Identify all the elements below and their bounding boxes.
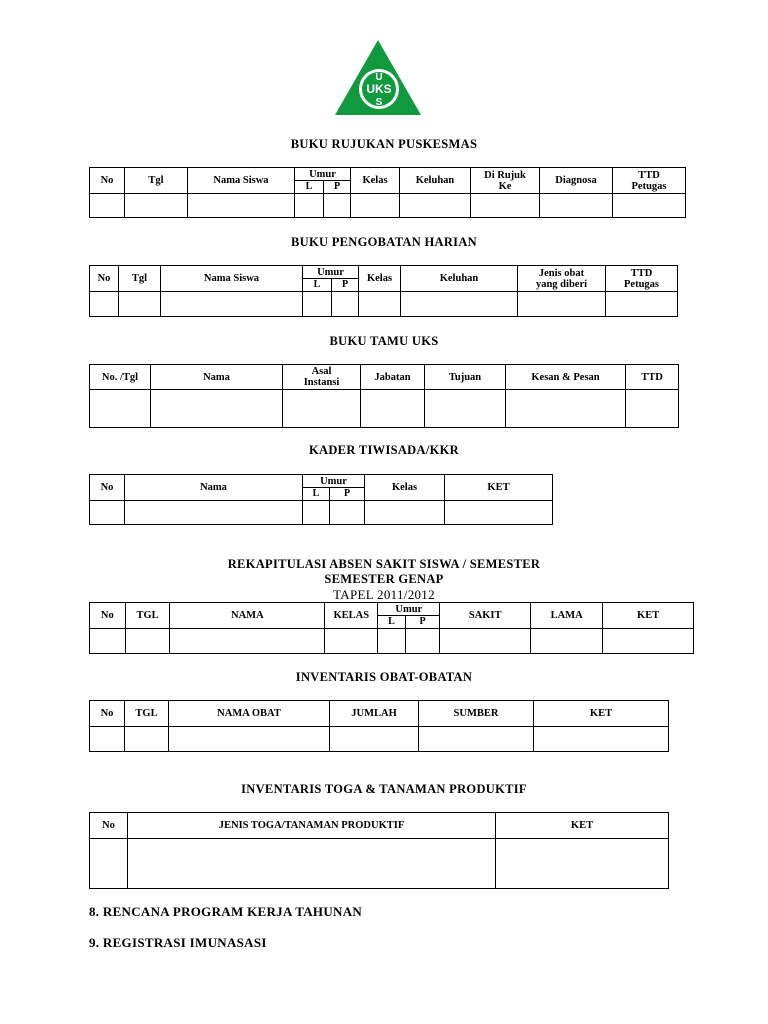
col-keluhan: Keluhan [401, 266, 518, 292]
logo-letter-s: S [375, 97, 383, 108]
title-buku-rujukan: BUKU RUJUKAN PUSKESMAS [290, 137, 478, 151]
col-umur: Umur [303, 266, 359, 279]
col-umur-l: L [303, 279, 332, 292]
col-umur: Umur [378, 603, 440, 616]
table-row [90, 292, 678, 317]
title-tapel: TAPEL 2011/2012 [333, 587, 435, 602]
col-nama: NAMA [170, 603, 325, 629]
col-no: No [90, 266, 119, 292]
table-buku-pengobatan [89, 265, 678, 317]
col-ttd: TTD [626, 365, 679, 390]
title-buku-tamu: BUKU TAMU UKS [329, 334, 439, 348]
title-semester-genap: SEMESTER GENAP [324, 572, 444, 586]
col-jenis-obat: Jenis obat yang diberi [518, 266, 606, 292]
col-umur-p: P [324, 181, 351, 194]
col-no: No [90, 168, 125, 194]
table-inventaris-obat [89, 700, 669, 752]
col-jumlah: JUMLAH [330, 701, 419, 727]
col-no: No [90, 813, 128, 839]
title-inventaris-obat: INVENTARIS OBAT-OBATAN [295, 670, 473, 684]
col-jabatan: Jabatan [361, 365, 425, 390]
col-ket: KET [534, 701, 669, 727]
col-sumber: SUMBER [419, 701, 534, 727]
col-umur-p: P [405, 616, 440, 629]
col-umur-p: P [330, 488, 365, 501]
col-kelas: Kelas [359, 266, 401, 292]
col-asal-instansi: Asal Instansi [283, 365, 361, 390]
col-ttd-petugas: TTD Petugas [606, 266, 678, 292]
uks-logo [333, 38, 423, 118]
col-nama: Nama [125, 475, 303, 501]
logo-letter-u: U [375, 72, 383, 83]
col-no: No [90, 603, 126, 629]
col-kelas: KELAS [325, 603, 378, 629]
col-tgl: Tgl [119, 266, 161, 292]
table-buku-rujukan [89, 167, 686, 218]
col-tgl: Tgl [125, 168, 188, 194]
col-umur: Umur [303, 475, 365, 488]
col-tgl: TGL [125, 603, 170, 629]
col-ket: KET [445, 475, 553, 501]
title-rekapitulasi: REKAPITULASI ABSEN SAKIT SISWA / SEMESTER [227, 557, 541, 571]
col-umur-l: L [303, 488, 330, 501]
col-umur: Umur [295, 168, 351, 181]
col-jenis-toga: JENIS TOGA/TANAMAN PRODUKTIF [128, 813, 496, 839]
table-row [90, 390, 679, 428]
table-row [90, 194, 686, 218]
col-keluhan: Keluhan [400, 168, 471, 194]
col-tgl: TGL [125, 701, 169, 727]
col-nama-obat: NAMA OBAT [169, 701, 330, 727]
title-buku-pengobatan: BUKU PENGOBATAN HARIAN [290, 235, 477, 249]
col-no-tgl: No. /Tgl [90, 365, 151, 390]
logo-letters-uks: UKS [366, 82, 392, 96]
col-tujuan: Tujuan [425, 365, 506, 390]
table-row [90, 839, 669, 889]
col-no: No [90, 475, 125, 501]
col-di-rujuk-ke: Di Rujuk Ke [471, 168, 540, 194]
col-umur-l: L [295, 181, 324, 194]
col-sakit: SAKIT [440, 603, 531, 629]
col-ket: KET [496, 813, 669, 839]
col-lama: LAMA [530, 603, 602, 629]
col-diagnosa: Diagnosa [540, 168, 613, 194]
col-nama-siswa: Nama Siswa [161, 266, 303, 292]
col-umur-l: L [378, 616, 406, 629]
col-kelas: Kelas [351, 168, 400, 194]
section-rencana-program: 8. RENCANA PROGRAM KERJA TAHUNAN [89, 904, 363, 919]
table-rekapitulasi [89, 602, 694, 654]
col-kelas: Kelas [365, 475, 445, 501]
table-row [90, 629, 694, 654]
section-registrasi-imunasasi: 9. REGISTRASI IMUNASASI [89, 935, 267, 950]
col-ket: KET [603, 603, 694, 629]
col-no: No [90, 701, 125, 727]
title-inventaris-toga: INVENTARIS TOGA & TANAMAN PRODUKTIF [241, 782, 527, 796]
table-inventaris-toga [89, 812, 669, 889]
col-umur-p: P [332, 279, 359, 292]
table-buku-tamu [89, 364, 679, 428]
col-nama: Nama [151, 365, 283, 390]
col-kesan-pesan: Kesan & Pesan [506, 365, 626, 390]
title-kader: KADER TIWISADA/KKR [309, 443, 459, 457]
table-kader [89, 474, 553, 525]
col-nama-siswa: Nama Siswa [188, 168, 295, 194]
col-ttd-petugas: TTD Petugas [613, 168, 686, 194]
table-row [90, 727, 669, 752]
table-row [90, 501, 553, 525]
